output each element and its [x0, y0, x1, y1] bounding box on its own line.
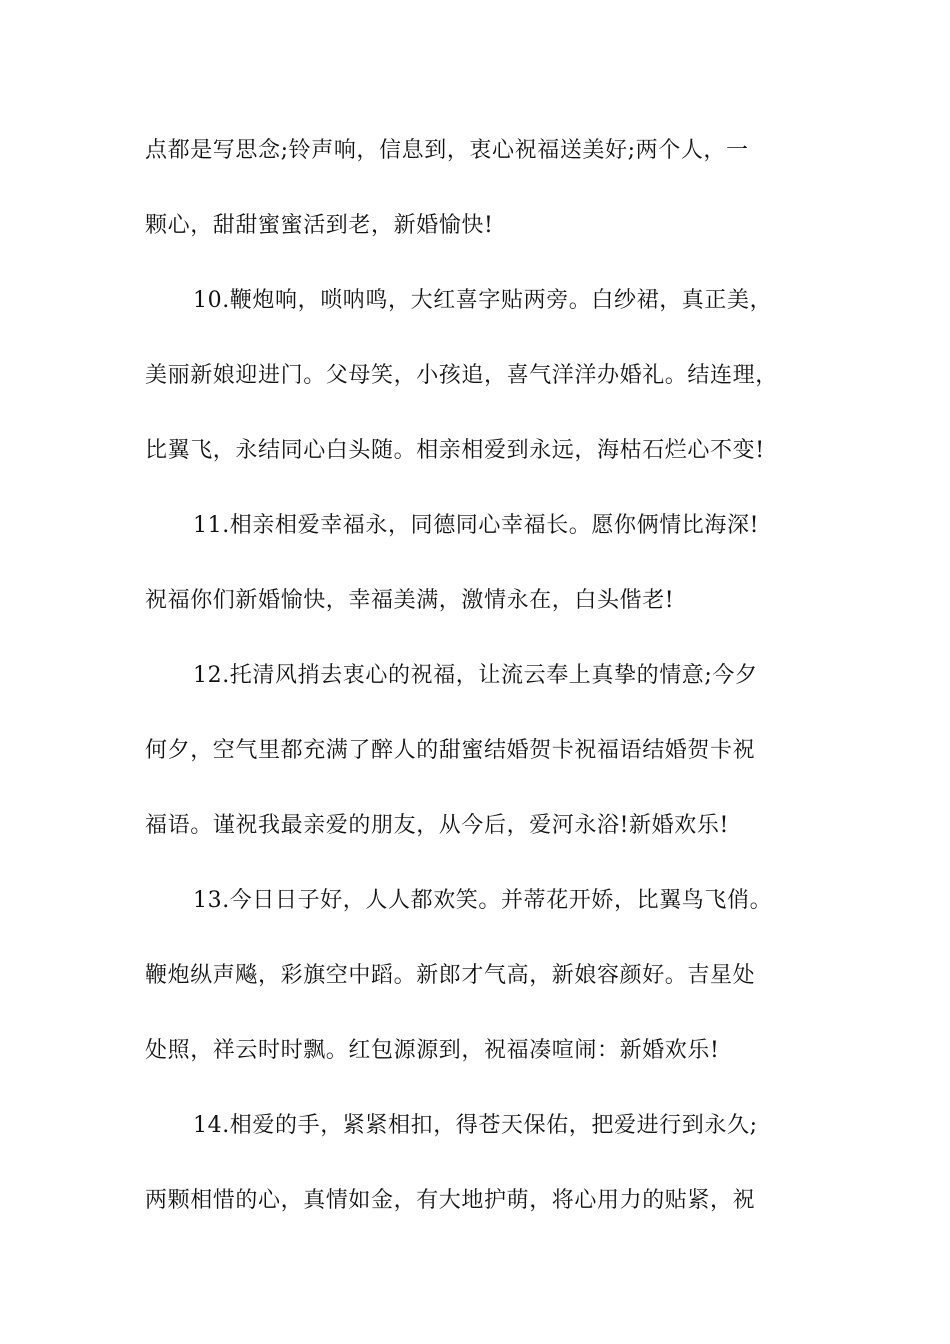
text-line-7: 祝福你们新婚愉快，幸福美满，激情永在，白头偕老! [145, 588, 675, 613]
text-line-13: 处照，祥云时时飘。红包源源到，祝福凑喧闹：新婚欢乐! [145, 1038, 720, 1063]
text-line-1: 点都是写思念;铃声响，信息到，衷心祝福送美好;两个人，一 [145, 138, 749, 163]
text-line-15: 两颗相惜的心，真情如金，有大地护萌，将心用力的贴紧，祝 [145, 1188, 756, 1213]
paragraph-10-start: 10.鞭炮响，唢呐鸣，大红喜字贴两旁。白纱裙，真正美， [193, 288, 773, 313]
text-line-2: 颗心，甜甜蜜蜜活到老，新婚愉快! [145, 213, 494, 238]
text-line-9: 何夕，空气里都充满了醉人的甜蜜结婚贺卡祝福语结婚贺卡祝 [145, 738, 756, 763]
text-line-4: 美丽新娘迎进门。父母笑，小孩追，喜气洋洋办婚礼。结连理， [145, 363, 778, 388]
text-line-10: 福语。谨祝我最亲爱的朋友，从今后，爱河永浴!新婚欢乐! [145, 813, 729, 838]
paragraph-13-start: 13.今日日子好，人人都欢笑。并蒂花开娇，比翼鸟飞俏。 [193, 888, 773, 913]
paragraph-11-start: 11.相亲相爱幸福永，同德同心幸福长。愿你俩情比海深! [193, 513, 760, 538]
paragraph-14-start: 14.相爱的手，紧紧相扣，得苍天保佑，把爱进行到永久; [193, 1113, 758, 1138]
text-line-12: 鞭炮纵声飚，彩旗空中蹈。新郎才气高，新娘容颜好。吉星处 [145, 963, 756, 988]
text-line-5: 比翼飞，永结同心白头随。相亲相爱到永远，海枯石烂心不变! [145, 438, 765, 463]
paragraph-12-start: 12.托清风捎去衷心的祝福，让流云奉上真挚的情意;今夕 [193, 663, 758, 688]
